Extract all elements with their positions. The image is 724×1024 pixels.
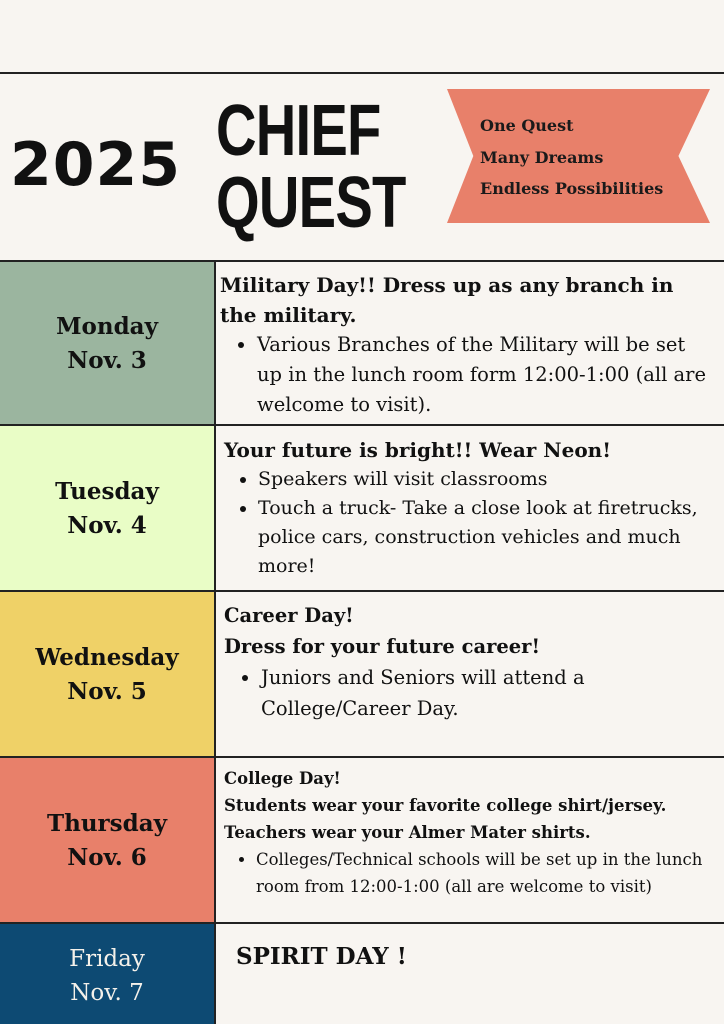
day-name: Monday xyxy=(56,313,158,340)
day-bullets xyxy=(224,846,714,900)
schedule-row-tuesday xyxy=(0,424,724,592)
day-heading: Your future is bright!! Wear Neon! xyxy=(224,438,611,462)
day-details-tuesday xyxy=(218,426,724,592)
schedule-row-friday xyxy=(0,922,724,1024)
list-item: • Speakers will visit classrooms xyxy=(258,465,710,494)
day-cell-tuesday xyxy=(0,426,216,592)
schedule-row-wednesday xyxy=(0,590,724,758)
title-line-1: CHIEF xyxy=(216,91,381,171)
day-date: Nov. 3 xyxy=(67,347,147,374)
list-item: • Juniors and Seniors will attend a College/Career Day. xyxy=(261,662,710,724)
slogan-line-1: One Quest xyxy=(480,116,574,135)
year-label: 2025 xyxy=(10,130,181,200)
day-bullets xyxy=(224,465,710,581)
day-cell-monday xyxy=(0,262,216,426)
day-details-monday xyxy=(218,262,724,426)
day-bullets xyxy=(224,662,710,724)
day-cell-thursday xyxy=(0,758,216,924)
day-heading-1: Career Day! xyxy=(224,604,354,627)
day-heading-2: Dress for your future career! xyxy=(224,635,541,658)
list-item: • Touch a truck- Take a close look at firetrucks, police cars, construction vehicles and much more! xyxy=(258,494,710,581)
slogan-line-3: Endless Possibilities xyxy=(480,179,664,198)
day-date: Nov. 4 xyxy=(67,512,147,539)
page-title xyxy=(216,91,406,243)
day-details-friday xyxy=(218,924,724,1024)
list-item: • Various Branches of the Military will be set up in the lunch room form 12:00-1:00 (all are welcome to visit). xyxy=(257,330,714,420)
day-heading-1: College Day! xyxy=(224,769,341,788)
day-heading-3: Teachers wear your Almer Mater shirts. xyxy=(224,823,591,842)
schedule-row-thursday xyxy=(0,756,724,924)
day-cell-friday xyxy=(0,924,216,1024)
day-date: Nov. 5 xyxy=(67,678,147,705)
day-details-wednesday xyxy=(218,592,724,758)
day-name: Friday xyxy=(69,946,145,972)
day-bullets xyxy=(220,330,714,420)
day-name: Thursday xyxy=(47,810,167,837)
day-details-thursday xyxy=(218,758,724,924)
list-item: • Colleges/Technical schools will be set up in the lunch room from 12:00-1:00 (all are welcome to visit) xyxy=(256,846,714,900)
day-heading-2: Students wear your favorite college shirt/jersey. xyxy=(224,796,667,815)
slogan-line-2: Many Dreams xyxy=(480,147,604,167)
day-name: Tuesday xyxy=(55,478,159,505)
schedule-row-monday xyxy=(0,260,724,426)
day-date: Nov. 7 xyxy=(70,980,144,1006)
day-heading: Military Day!! Dress up as any branch in the military. xyxy=(220,273,674,327)
day-heading: SPIRIT DAY ! xyxy=(236,943,407,970)
day-date: Nov. 6 xyxy=(67,844,147,871)
header-top-divider xyxy=(0,72,724,74)
day-cell-wednesday xyxy=(0,592,216,758)
day-name: Wednesday xyxy=(35,644,179,671)
title-line-2: QUEST xyxy=(216,163,406,243)
slogan-banner-text xyxy=(480,110,663,205)
